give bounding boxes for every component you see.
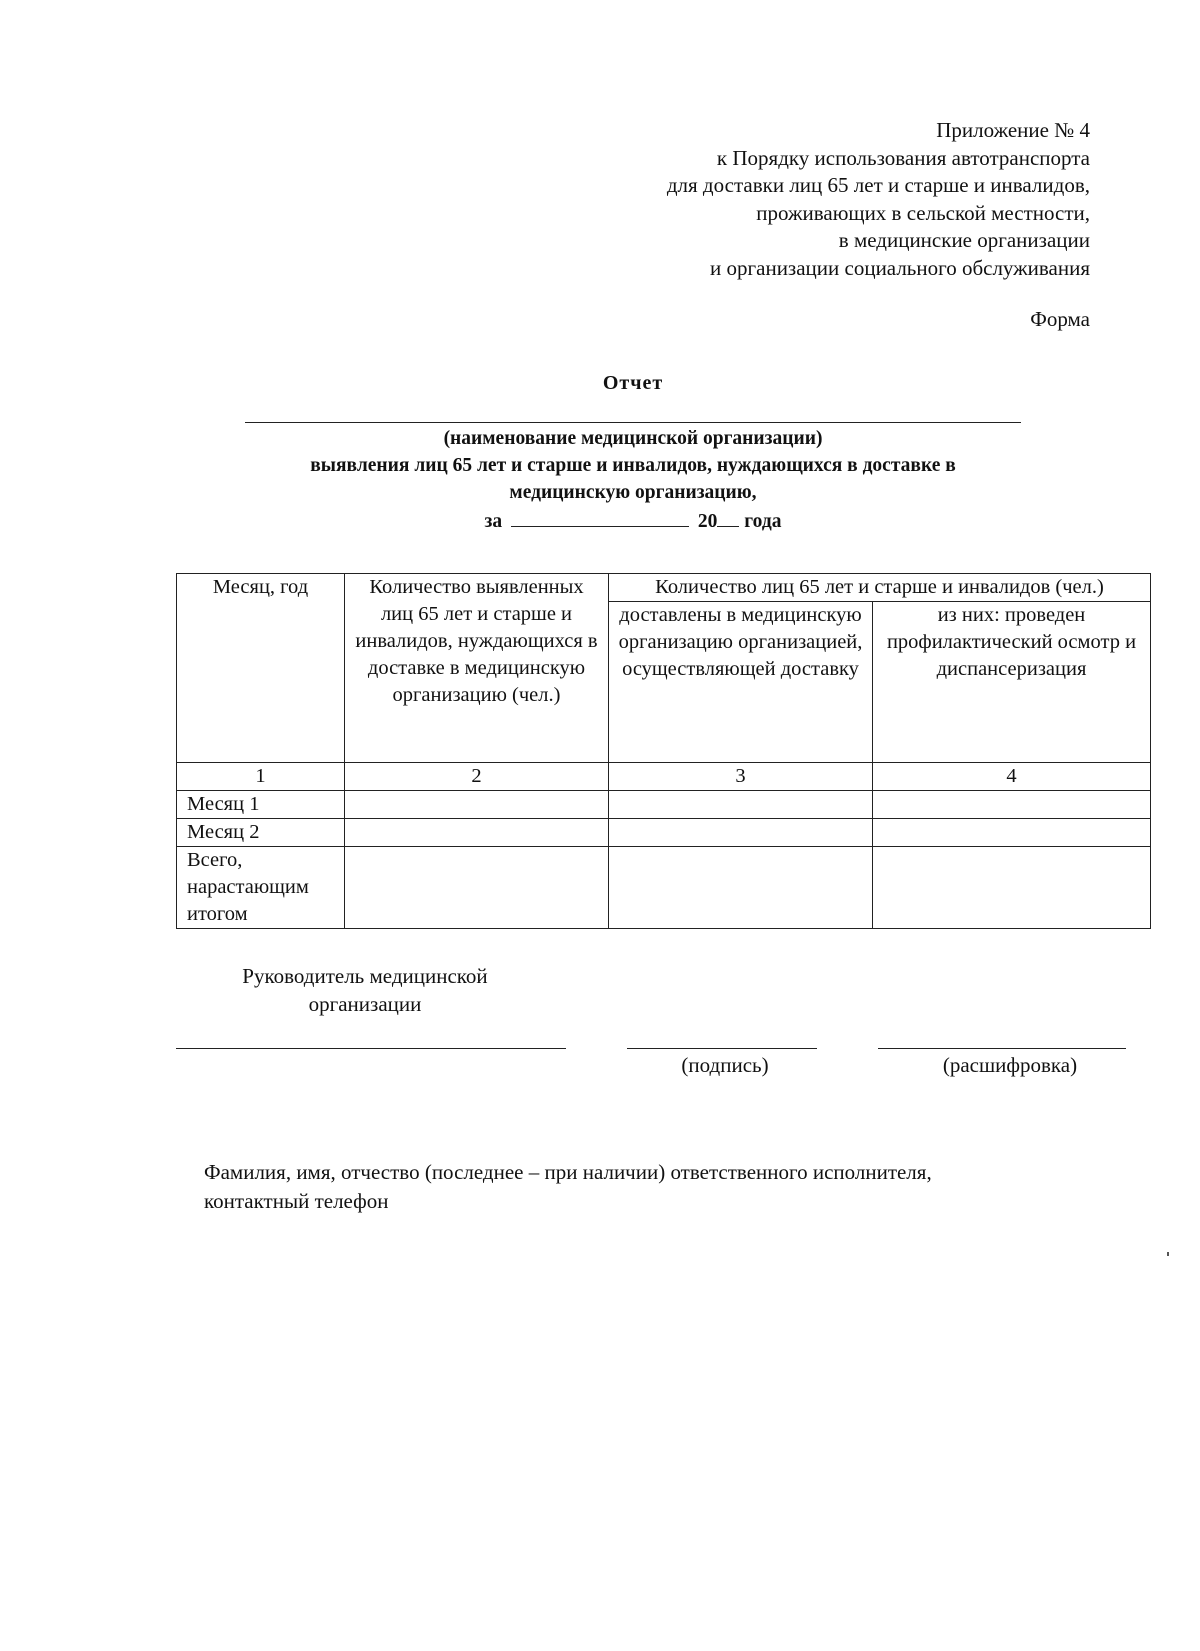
table-cell[interactable]	[345, 791, 609, 819]
table-row	[177, 847, 1151, 929]
scan-speck	[1167, 1252, 1169, 1256]
organization-name-line	[245, 422, 1021, 423]
position-line[interactable]	[176, 1048, 566, 1049]
footer-line: Фамилия, имя, отчество (последнее – при наличии) ответственного исполнителя,	[204, 1160, 932, 1184]
table-cell[interactable]	[873, 819, 1151, 847]
table-cell[interactable]	[609, 819, 873, 847]
appendix-line: для доставки лиц 65 лет и старше и инвалидов,	[666, 173, 1090, 197]
table-row	[177, 819, 1151, 847]
appendix-line: и организации социального обслуживания	[710, 255, 1090, 280]
decode-caption: (расшифровка)	[942, 1053, 1078, 1077]
subtitle-line: выявления лиц 65 лет и старше и инвалидов, нуждающихся в доставке в	[310, 455, 956, 476]
footer-line: контактный телефон	[204, 1189, 389, 1213]
table-header-row	[177, 574, 1151, 602]
row-label: Месяц 1	[177, 791, 345, 819]
row-label: Месяц 2	[177, 819, 345, 847]
table-cell[interactable]	[345, 847, 609, 929]
header-examined: из них: проведен профилактический осмотр и диспансеризация	[873, 602, 1151, 763]
period-line	[210, 506, 1056, 535]
appendix-block	[500, 117, 1090, 282]
period-year: 20	[697, 511, 718, 532]
signature-line[interactable]	[627, 1048, 817, 1049]
header-identified-count: Количество выявленных лиц 65 лет и старше и инвалидов, нуждающихся в доставке в медицинскую организацию (чел.)	[345, 574, 609, 763]
period-suffix: года	[744, 511, 782, 532]
organization-placeholder: (наименование медицинской организации)	[443, 428, 823, 449]
appendix-line: проживающих в сельской местности,	[756, 200, 1090, 225]
appendix-line: в медицинские организации	[838, 228, 1090, 252]
column-number: 3	[609, 763, 873, 791]
table-cell[interactable]	[345, 819, 609, 847]
header-group: Количество лиц 65 лет и старше и инвалидов (чел.)	[609, 574, 1151, 602]
signature-caption: (подпись)	[681, 1053, 769, 1077]
column-number: 4	[873, 763, 1151, 791]
table-cell[interactable]	[609, 847, 873, 929]
table-cell[interactable]	[873, 791, 1151, 819]
period-blank	[511, 506, 689, 527]
subtitle-line: медицинскую организацию,	[509, 482, 757, 503]
table-row	[177, 791, 1151, 819]
table-number-row	[177, 763, 1151, 791]
header-delivered: доставлены в медицинскую организацию организацией, осуществляющей доставку	[609, 602, 873, 763]
report-subtitle	[210, 425, 1056, 535]
header-month-year: Месяц, год	[177, 574, 345, 763]
column-number: 2	[345, 763, 609, 791]
report-title: Отчет	[602, 372, 664, 394]
decode-line[interactable]	[878, 1048, 1126, 1049]
form-label: Форма	[1030, 307, 1090, 331]
row-label: Всего, нарастающим итогом	[177, 847, 345, 929]
column-number: 1	[177, 763, 345, 791]
period-prefix: за	[484, 511, 503, 532]
table-cell[interactable]	[873, 847, 1151, 929]
table-cell[interactable]	[609, 791, 873, 819]
signature-label: Руководитель медицинской организации	[242, 964, 488, 1016]
year-blank	[717, 506, 739, 527]
report-table	[176, 573, 1151, 929]
responsible-person	[204, 1158, 1104, 1216]
appendix-line: Приложение № 4	[936, 118, 1090, 142]
appendix-line: к Порядку использования автотранспорта	[716, 145, 1090, 170]
